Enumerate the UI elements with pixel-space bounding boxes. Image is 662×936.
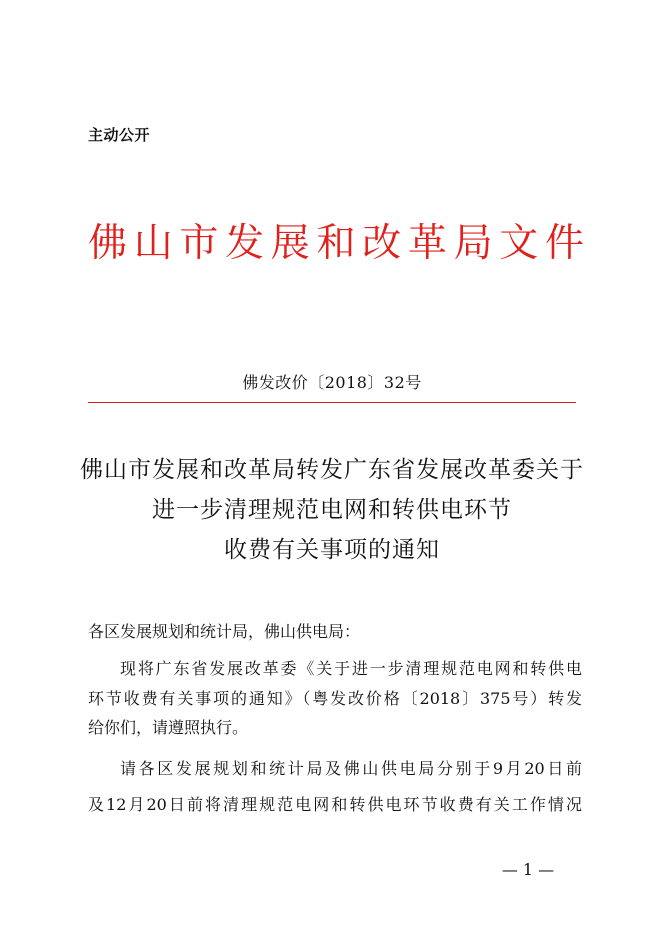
body-text-line: 现将广东省发展改革委《关于进一步清理规范电网和转供电 <box>120 659 582 678</box>
header-red-rule <box>88 402 576 403</box>
body-text-line: 请各区发展规划和统计局及佛山供电局分别于9月20日前 <box>120 759 582 778</box>
body-text-line: 环节收费有关事项的通知》（粤发改价格〔2018〕375号）转发 <box>88 689 582 708</box>
document-header-title: 佛山市发展和改革局文件 <box>88 221 584 266</box>
notice-title-line: 进一步清理规范电网和转供电环节 <box>152 497 512 523</box>
notice-title-line: 佛山市发展和改革局转发广东省发展改革委关于 <box>80 457 584 483</box>
addressee: 各区发展规划和统计局，佛山供电局： <box>88 622 361 641</box>
document-number: 佛发改价〔2018〕32号 <box>242 373 422 392</box>
page-number: — 1 — <box>501 860 555 879</box>
notice-title <box>78 450 586 570</box>
body-text-line: 及12月20日前将清理规范电网和转供电环节收费有关工作情况 <box>88 795 582 814</box>
body-text-line: 给你们，请遵照执行。 <box>88 718 249 737</box>
notice-title-line: 收费有关事项的通知 <box>224 537 440 563</box>
disclosure-label: 主动公开 <box>88 126 151 144</box>
